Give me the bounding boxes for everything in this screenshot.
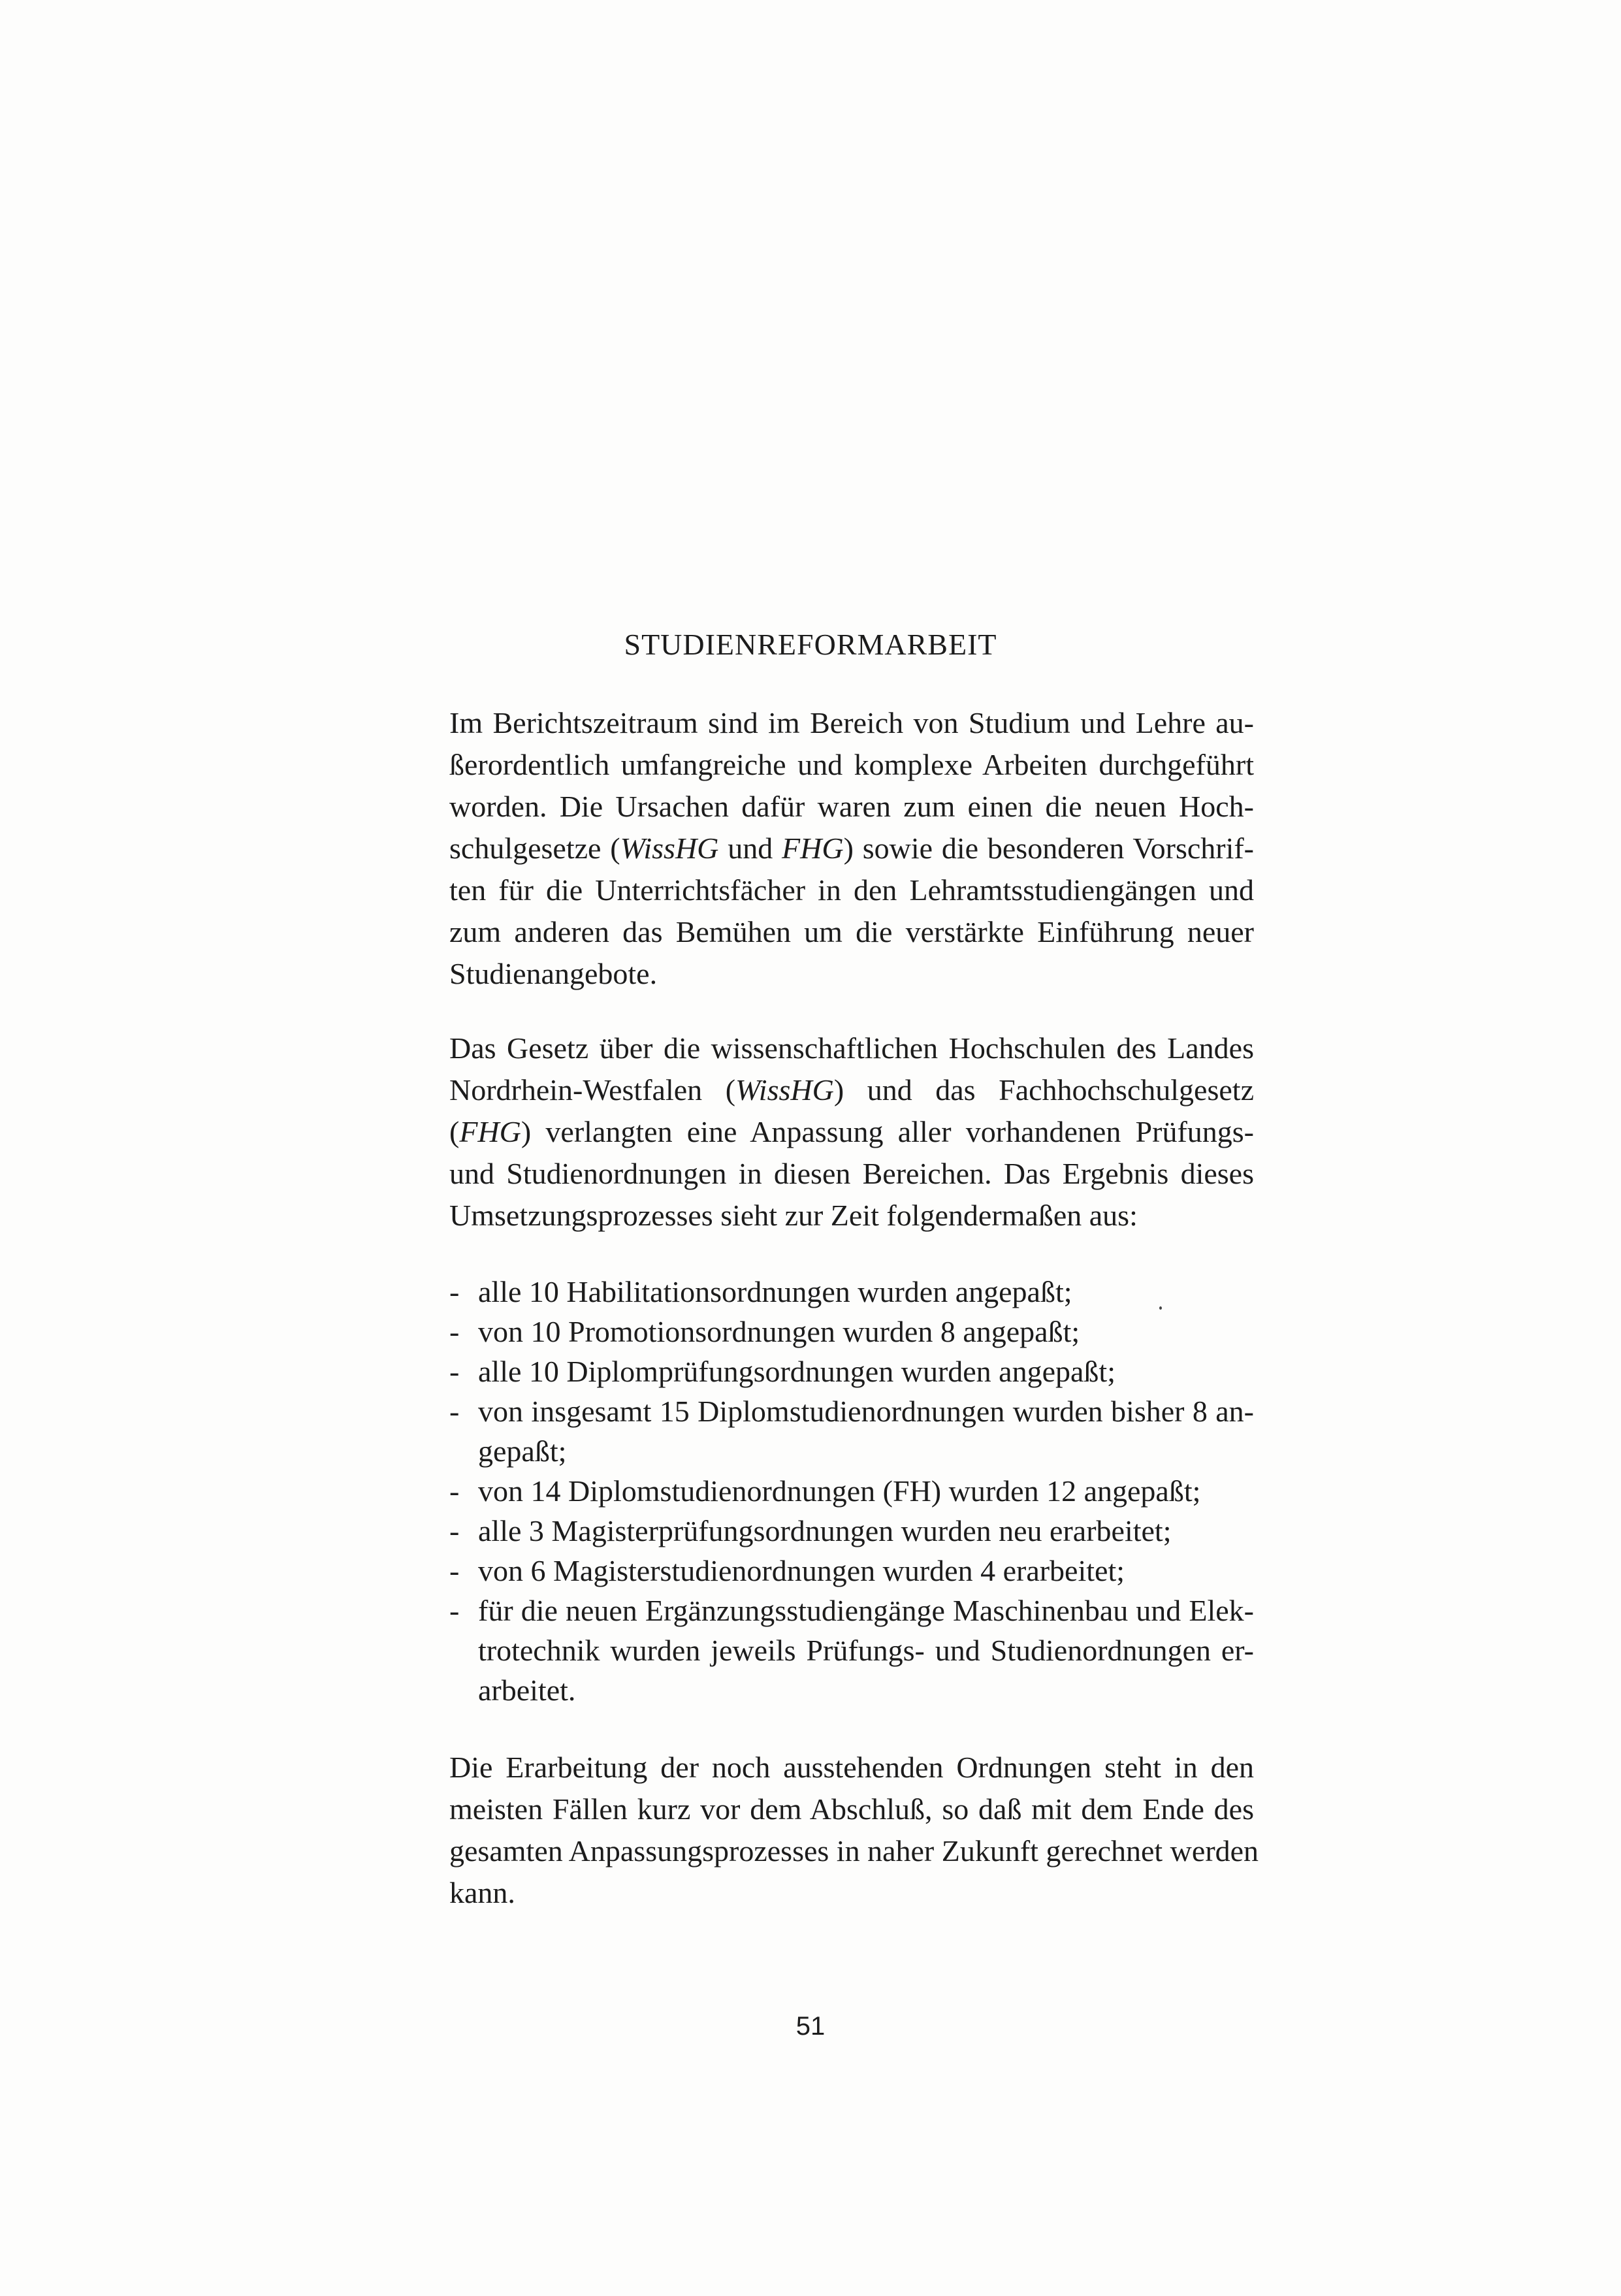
list-item: - alle 3 Magisterprüfungsordnungen wurden neu erarbeitet; bbox=[449, 1511, 1254, 1551]
text-line: ßerordentlich umfangreiche und komplexe Arbeiten durchgeführt bbox=[449, 748, 1254, 781]
text-line: Studienangebote. bbox=[449, 957, 658, 990]
dash-bullet: - bbox=[449, 1355, 460, 1388]
page-number: 51 bbox=[795, 2012, 826, 2041]
abbrev-fhg: FHG bbox=[459, 1115, 521, 1148]
text-line: Das Gesetz über die wissenschaftlichen Hochschulen des Landes bbox=[449, 1031, 1254, 1065]
paragraph-3 bbox=[449, 1747, 1259, 1914]
dash-bullet: - bbox=[449, 1395, 460, 1428]
dash-bullet: - bbox=[449, 1514, 460, 1547]
text-line: Umsetzungsprozesses sieht zur Zeit folgendermaßen aus: bbox=[449, 1199, 1138, 1232]
list-item: - von 10 Promotionsordnungen wurden 8 angepaßt; bbox=[449, 1312, 1254, 1351]
section-title: STUDIENREFORMARBEIT bbox=[624, 628, 997, 661]
text-line: ten für die Unterrichtsfächer in den Lehramtsstudiengängen und bbox=[449, 873, 1254, 907]
abbrev-wisshg: WissHG bbox=[620, 832, 719, 865]
abbrev-wisshg: WissHG bbox=[735, 1073, 834, 1107]
text-line: Nordrhein-Westfalen (WissHG) und das Fachhochschulgesetz bbox=[449, 1073, 1254, 1107]
paragraph-2 bbox=[449, 1027, 1254, 1237]
results-list bbox=[449, 1272, 1254, 1710]
dash-bullet: - bbox=[449, 1594, 460, 1627]
list-item: - von 6 Magisterstudienordnungen wurden 4 erarbeitet; bbox=[449, 1551, 1254, 1591]
dash-bullet: - bbox=[449, 1275, 460, 1308]
text-line: schulgesetze (WissHG und FHG) sowie die besonderen Vorschrif- bbox=[449, 832, 1254, 865]
dash-bullet: - bbox=[449, 1315, 460, 1348]
list-item: - von 14 Diplomstudienordnungen (FH) wurden 12 angepaßt; bbox=[449, 1471, 1254, 1511]
abbrev-fhg: FHG bbox=[782, 832, 844, 865]
dash-bullet: - bbox=[449, 1554, 460, 1587]
list-item: - alle 10 Diplomprüfungsordnungen wurden angepaßt; bbox=[449, 1351, 1254, 1391]
text-line: meisten Fällen kurz vor dem Abschluß, so daß mit dem Ende des bbox=[449, 1792, 1254, 1826]
text-line: und Studienordnungen in diesen Bereichen. Das Ergebnis dieses bbox=[449, 1157, 1254, 1190]
paragraph-1 bbox=[449, 702, 1254, 995]
text-line: worden. Die Ursachen dafür waren zum einen die neuen Hoch- bbox=[449, 790, 1254, 823]
text-line: Im Berichtszeitraum sind im Bereich von Studium und Lehre au- bbox=[449, 706, 1254, 739]
list-item: - alle 10 Habilitationsordnungen wurden angepaßt; bbox=[449, 1272, 1254, 1312]
dash-bullet: - bbox=[449, 1474, 460, 1508]
text-line: Die Erarbeitung der noch ausstehenden Ordnungen steht in den bbox=[449, 1751, 1254, 1784]
text-line: zum anderen das Bemühen um die verstärkte Einführung neuer bbox=[449, 915, 1254, 948]
list-item: - von insgesamt 15 Diplomstudienordnungen wurden bisher 8 an- gepaßt; bbox=[449, 1391, 1254, 1471]
body-text bbox=[449, 702, 1259, 1914]
text-line: kann. bbox=[449, 1876, 515, 1909]
text-line: (FHG) verlangten eine Anpassung aller vorhandenen Prüfungs- bbox=[449, 1115, 1254, 1148]
text-line: gesamten Anpassungsprozesses in naher Zukunft gerechnet werden bbox=[449, 1834, 1259, 1868]
list-item: - für die neuen Ergänzungsstudiengänge Maschinenbau und Elek- trotechnik wurden jeweils Prüfungs- und Studienordnungen er- arbeitet. bbox=[449, 1591, 1254, 1710]
scan-speck bbox=[1159, 1306, 1162, 1310]
